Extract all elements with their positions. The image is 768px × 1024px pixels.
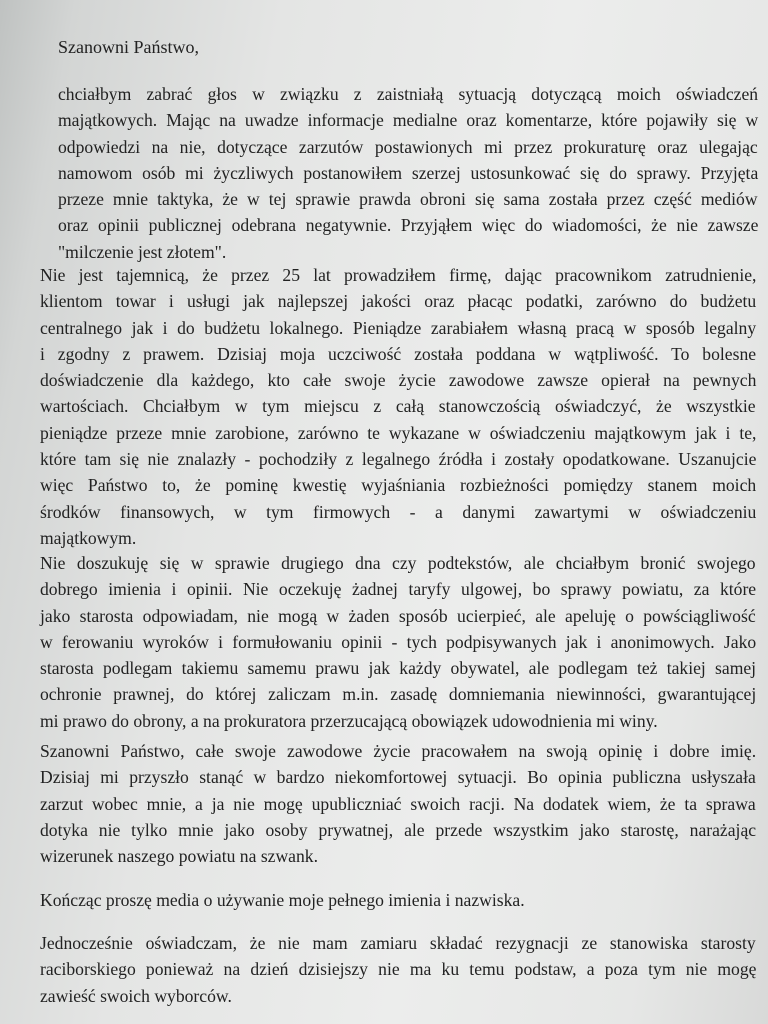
text-line: w ferowaniu wyroków i formułowaniu opinii - tych podpisywanych jak i anonimowych. Jako [40,631,757,652]
text-line: zawieść swoich wyborców. [40,985,232,1006]
text-line: majątkowych. Mając na uwadze informacje medialne oraz komentarze, które pojawiły się w [58,110,759,131]
text-line: Nie doszukuję się w sprawie drugiego dna czy podtekstów, ale chciałbym bronić swojego [40,553,756,573]
paragraph-1 [58,81,758,265]
text-line: Jednocześnie oświadczam, że nie mam zamiaru składać rezygnacji ze stanowiska starosty [40,933,756,953]
text-line: Szanowni Państwo, całe swoje zawodowe życie pracowałem na swoją opinię i dobre imię. [40,741,757,761]
text-line: więc Państwo to, że pominę kwestię wyjaśniania rozbieżności pomiędzy stanem moich [40,475,757,496]
text-line: Nie jest tajemnicą, że przez 25 lat prowadziłem firmę, dając pracownikom zatrudnienie, [40,265,757,285]
salutation: Szanowni Państwo, [58,37,199,57]
text-line: oraz opinii publicznej odebrana negatywnie. Przyjąłem więc do wiadomości, że nie zawsze [58,215,759,236]
text-line: dotyka nie tylko mnie jako osoby prywatnej, ale przede wszystkim jako starostę, narażając [40,819,757,840]
text-line: pieniądze przeze mnie zarobione, zarówno te wykazane w oświadczeniu majątkowym jak i te, [40,422,757,443]
text-line: ochronie prawnej, do której zaliczam m.in. zasadę domniemania niewinności, gwarantującej [40,684,757,705]
text-line: doświadczenie dla każdego, kto całe swoje życie zawodowe zawsze opierał na pewnych [40,370,757,391]
text-line: namowom osób mi życzliwych postanowiłem szerzej ustosunkować się do sprawy. Przyjęta [58,162,759,183]
text-line: majątkowym. [40,527,137,548]
text-line: mi prawo do obrony, a na prokuratora przerzucającą obowiązek udowodnienia mi winy. [40,710,658,731]
text-line: odpowiedzi na nie, dotyczące zarzutów postawionych mi przez prokuraturę oraz ulegając [58,136,758,157]
paragraph-4 [40,738,756,869]
paragraph-6 [40,930,756,1009]
text-line: raciborskiego ponieważ na dzień dzisiejszy nie ma ku temu podstaw, a poza tym nie mogę [40,959,757,980]
text-line: centralnego jak i do budżetu lokalnego. Pieniądze zarabiałem własną pracą w sposób legalny [40,317,757,338]
text-line: starosta podlegam takiemu samemu prawu jak każdy obywatel, ale podlegam też takiej samej [40,658,757,679]
text-line: i zgodny z prawem. Dzisiaj moja uczciwość została poddana w wątpliwość. To bolesne [40,343,757,364]
text-line: Dzisiaj mi przyszło stanąć w bardzo niekomfortowej sytuacji. Bo opinia publiczna usłyszała [40,767,756,788]
text-line: wartościach. Chciałbym w tym miejscu z całą stanowczością oświadczyć, że wszystkie [40,396,756,417]
paragraph-2 [40,262,756,551]
paragraph-5 [40,887,756,913]
text-line: dobrego imienia i opinii. Nie oczekuję żadnej taryfy ulgowej, bo sprawy powiatu, za które [40,579,757,600]
text-line: Kończąc proszę media o używanie moje pełnego imienia i nazwiska. [40,890,525,910]
text-line: zarzut wobec mnie, a ja nie mogę upubliczniać swoich racji. Na dodatek wiem, że ta sprawa [40,793,756,814]
text-line: wizerunek naszego powiatu na szwank. [40,846,318,867]
text-line: jako starosta odpowiadam, nie mogą w żaden sposób ucierpieć, ale apeluję o powściągliwość [40,605,756,626]
text-line: klientom towar i usługi jak najlepszej jakości oraz płacąc podatki, zarówno do budżetu [40,291,757,312]
text-line: środków finansowych, w tym firmowych - a danymi zawartymi w oświadczeniu [40,501,757,522]
paragraph-3 [40,550,756,734]
text-line: przeze mnie taktyka, że w tej sprawie prawda obroni się sama została przez część mediów [58,189,758,210]
text-line: "milczenie jest złotem". [58,241,227,262]
text-line: które tam się nie znalazły - pochodziły z legalnego źródła i zostały opodatkowane. Uszanujcie [40,449,757,470]
text-line: chciałbym zabrać głos w związku z zaistniałą sytuacją dotyczącą moich oświadczeń [58,84,759,104]
